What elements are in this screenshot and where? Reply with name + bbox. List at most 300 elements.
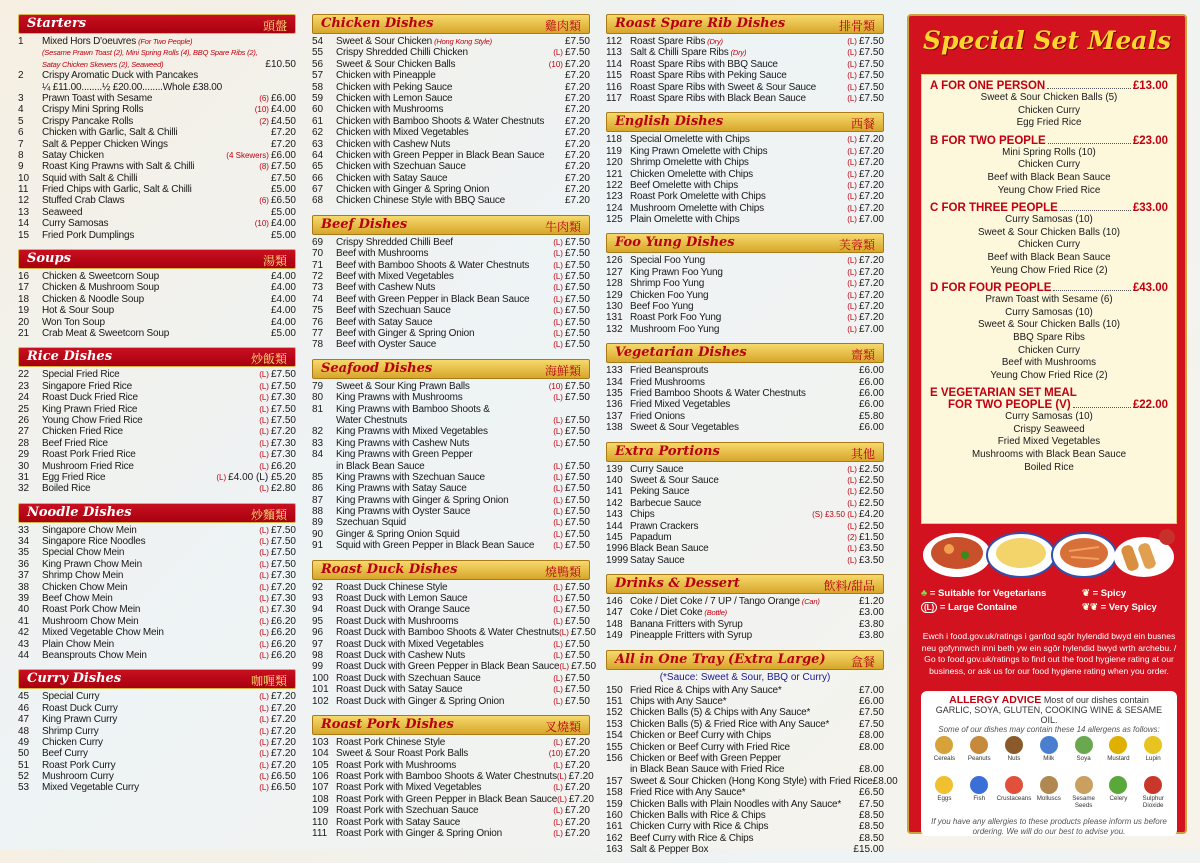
- size-label: (L): [847, 48, 857, 58]
- size-label: (L): [216, 472, 227, 482]
- item-price: £7.50: [564, 460, 590, 472]
- item-number: 1996: [606, 543, 629, 555]
- cereals-icon: [935, 736, 953, 754]
- item-price: £6.00: [858, 387, 884, 399]
- allergen-label: Fish: [973, 795, 986, 802]
- menu-item: [606, 810, 884, 821]
- item-name: Chicken Chinese Style with BBQ Sauce: [336, 195, 505, 207]
- item-name: Sweet & Sour Roast Pork Balls: [336, 748, 469, 760]
- item-name: Curry Sauce: [630, 463, 684, 475]
- size-label: (L): [259, 370, 269, 380]
- section-chinese-title: 炒飯類: [250, 352, 287, 367]
- item-number: 119: [606, 145, 622, 157]
- item-price: £7.30: [270, 392, 296, 404]
- item-price: £7.50: [564, 47, 590, 59]
- size-label: (L): [553, 582, 563, 592]
- item-number: 35: [18, 547, 30, 559]
- size-label: (L): [259, 639, 269, 649]
- item-name: Chicken Balls with Rice & Chips: [630, 809, 766, 821]
- item-name: Roast Pork with Mixed Vegetables: [336, 782, 482, 794]
- item-price: £7.50: [564, 259, 590, 271]
- menu-item: [606, 59, 884, 70]
- item-number: 7: [18, 138, 24, 150]
- item-name: Chicken & Mushroom Soup: [42, 282, 160, 294]
- menu-item: [312, 82, 590, 93]
- item-number: 74: [312, 293, 324, 305]
- allergen-label: Nuts: [1007, 755, 1021, 762]
- menu-item: [606, 707, 884, 718]
- menu-item: [312, 339, 590, 350]
- item-price: £6.20: [270, 638, 296, 650]
- item-name: Sweet & Sour Vegetables: [630, 422, 739, 434]
- milk-icon: [1040, 736, 1058, 754]
- item-number: 88: [312, 506, 324, 518]
- set-meal-item: Chicken Curry: [1017, 159, 1081, 171]
- item-price: £7.50: [564, 649, 590, 661]
- set-meal: [922, 135, 1176, 197]
- item-price: £7.50: [564, 593, 590, 605]
- item-price: £8.50: [858, 821, 884, 833]
- item-number: 52: [18, 771, 30, 783]
- size-label: (L): [559, 628, 569, 638]
- item-number: 107: [312, 782, 329, 794]
- item-price: £7.50: [270, 547, 296, 559]
- menu-item: [18, 703, 296, 714]
- item-name: Chicken Curry: [42, 736, 103, 748]
- item-name: Shrimp Chow Mein: [42, 570, 124, 582]
- menu-item: [312, 317, 590, 328]
- item-number: 57: [312, 70, 324, 82]
- menu-item: [18, 70, 296, 81]
- item-number: 97: [312, 638, 324, 650]
- item-number: 26: [18, 414, 30, 426]
- item-price: £7.50: [270, 380, 296, 392]
- allergen-label: Sulphur Dioxide: [1142, 795, 1164, 809]
- size-label: (L): [553, 272, 563, 282]
- hygiene-rating-note: Ewch i food.gov.uk/ratings i ganfod sgôr hylendid bwyd ein busnes neu gofynnwch inni beth yw ein sgôr hylendid bwyd wrth archebu. / Go to food.gov.uk/ratings to find out the food hygiene rating at our business, or ask us for our food hygiene rating when you order.: [921, 631, 1177, 676]
- item-price: £3.50: [858, 554, 884, 566]
- set-meal-item: Chicken Curry: [1017, 344, 1081, 356]
- item-price: £7.50: [564, 672, 590, 684]
- size-label: (L): [259, 594, 269, 604]
- item-price: £7.50: [270, 161, 296, 173]
- size-label: (L): [259, 749, 269, 759]
- set-meal-item: Prawn Toast with Sesame (6): [985, 294, 1113, 306]
- item-number: 5: [18, 115, 24, 127]
- size-label: (L): [553, 283, 563, 293]
- item-price: £7.20: [270, 736, 296, 748]
- size-label: (L): [559, 662, 570, 672]
- item-number: 149: [606, 630, 623, 642]
- item-number: 34: [18, 536, 30, 548]
- menu-item: [18, 161, 296, 172]
- menu-item: [606, 486, 884, 497]
- section-chinese-title: 齋類: [850, 348, 875, 363]
- section-vegetarian-dishes: [606, 343, 884, 433]
- size-label: (L): [553, 518, 563, 528]
- item-number: 17: [18, 282, 30, 294]
- item-name: Chicken with Satay Sauce: [336, 172, 448, 184]
- item-name: Roast Pork with Green Pepper in Black Bean Sauce: [336, 793, 558, 805]
- item-number: 62: [312, 127, 324, 139]
- item-name: Beef Curry with Rice & Chips: [630, 832, 754, 844]
- size-label: (L): [553, 650, 563, 660]
- set-meal-item: Yeung Chow Fried Rice (2): [990, 264, 1108, 276]
- item-name: King Prawns with Szechuan Sauce: [336, 471, 485, 483]
- item-price: £7.20: [564, 70, 590, 82]
- sulphur-dioxide-allergen: [1136, 776, 1171, 816]
- item-number: 162: [606, 832, 623, 844]
- size-label: (L): [847, 487, 857, 497]
- item-price: £3.00: [858, 607, 884, 619]
- item-price: £7.20: [564, 138, 590, 150]
- item-number: 126: [606, 255, 623, 267]
- item-name: Beef Chow Mein: [42, 593, 113, 605]
- menu-item: [606, 47, 884, 58]
- item-name: Szechuan Squid: [336, 517, 407, 529]
- menu-item: [606, 521, 884, 532]
- section-title: Curry Dishes: [27, 671, 122, 687]
- menu-item: [606, 203, 884, 214]
- item-number: 142: [606, 497, 623, 509]
- item-number: 134: [606, 376, 623, 388]
- menu-column-3: [606, 14, 898, 863]
- size-label: (L): [553, 495, 563, 505]
- item-number: 32: [18, 483, 30, 495]
- menu-item: [312, 415, 590, 426]
- item-price: £7.50: [270, 558, 296, 570]
- size-label: (10): [254, 105, 269, 115]
- menu-item: [606, 399, 884, 410]
- item-name: Black Bean Sauce: [630, 543, 709, 555]
- size-label: (L): [259, 404, 269, 414]
- menu-item: [606, 833, 884, 844]
- peanuts-allergen: [962, 736, 997, 776]
- menu-item: [606, 301, 884, 312]
- menu-item: [18, 593, 296, 604]
- item-price: £7.20: [270, 714, 296, 726]
- menu-item: [312, 604, 590, 615]
- size-label: (L): [553, 48, 563, 58]
- item-number: 154: [606, 730, 623, 742]
- item-number: 11: [18, 184, 29, 196]
- set-meal-title: C FOR THREE PEOPLE £33.00: [930, 202, 1168, 215]
- item-name: Chicken with Garlic, Salt & Chilli: [42, 127, 178, 139]
- section-drinks-dessert: [606, 574, 884, 642]
- menu-item: [606, 464, 884, 475]
- menu-item: [312, 328, 590, 339]
- section-noodle-dishes: [18, 503, 296, 662]
- size-label: (2): [847, 532, 857, 542]
- item-price: £4.00: [270, 104, 296, 116]
- menu-item: [312, 650, 590, 661]
- menu-item: [18, 737, 296, 748]
- item-number: 42: [18, 627, 30, 639]
- molluscs-allergen: [1031, 776, 1066, 816]
- item-name: Chicken with Bamboo Shoots & Water Chestnuts: [336, 115, 545, 127]
- item-number: 28: [18, 437, 30, 449]
- set-meal-item: Beef with Black Bean Sauce: [987, 171, 1111, 183]
- section-header: [606, 442, 884, 462]
- item-price: £7.20: [858, 266, 884, 278]
- item-number: 117: [606, 92, 622, 104]
- menu-item: [312, 195, 590, 206]
- item-name: Roast Duck with Ginger & Spring Onion: [336, 695, 505, 707]
- section-title: Vegetarian Dishes: [615, 345, 747, 361]
- set-meal: [922, 80, 1176, 130]
- item-name: Chicken with Mixed Vegetables: [336, 127, 469, 139]
- menu-item: [18, 438, 296, 449]
- menu-item: [606, 498, 884, 509]
- menu-item: [606, 742, 884, 753]
- item-price: £7.20: [858, 301, 884, 313]
- item-number: 127: [606, 266, 623, 278]
- menu-item: [606, 324, 884, 335]
- dish-photos: [919, 521, 1179, 581]
- item-name: Seaweed: [42, 206, 83, 218]
- item-price: £7.50: [564, 604, 590, 616]
- item-number: 85: [312, 471, 324, 483]
- menu-item: [606, 411, 884, 422]
- item-number: 58: [312, 81, 324, 93]
- item-name: Water Chestnuts: [336, 414, 408, 426]
- menu-item: [606, 844, 884, 855]
- size-label: (L): [847, 267, 857, 277]
- section-header: [606, 343, 884, 363]
- size-label: (L): [553, 438, 563, 448]
- section-header: [606, 14, 884, 34]
- item-name: Special Omelette with Chips: [630, 134, 750, 146]
- item-price: £7.00: [858, 323, 884, 335]
- section-header: [606, 112, 884, 132]
- set-meal-item: Curry Samosas (10): [1005, 306, 1093, 318]
- size-label: (2): [259, 116, 269, 126]
- menu-item: [18, 116, 296, 127]
- size-label: (L): [259, 450, 269, 460]
- menu-item: [18, 726, 296, 737]
- item-number: 3: [18, 92, 24, 104]
- item-name: King Prawn Foo Yung: [630, 266, 723, 278]
- item-name: Satay Chicken: [42, 149, 104, 161]
- size-label: (L): [259, 605, 269, 615]
- size-label: (L): [553, 472, 563, 482]
- size-label: (L): [259, 582, 269, 592]
- item-name: Beef with Bamboo Shoots & Water Chestnuts: [336, 259, 530, 271]
- set-meal-item: Sweet & Sour Chicken Balls (5): [980, 92, 1118, 103]
- menu-item: [606, 753, 884, 764]
- size-label: (L): [847, 135, 857, 145]
- menu-item: [606, 93, 884, 104]
- section-header: [18, 249, 296, 269]
- item-price: £7.50: [858, 58, 884, 70]
- item-price: £5.00: [270, 229, 296, 241]
- item-price: £7.20: [564, 759, 590, 771]
- item-name: Roast Pork Fried Rice: [42, 449, 136, 461]
- item-number: 99: [312, 661, 324, 673]
- menu-item: [312, 506, 590, 517]
- set-meal-title: B FOR TWO PEOPLE £23.00: [930, 134, 1168, 147]
- section-chinese-title: 西餐: [850, 117, 875, 132]
- item-name: Roast Duck with Szechuan Sauce: [336, 672, 481, 684]
- menu-item: [312, 150, 590, 161]
- item-price: £10.50: [265, 58, 296, 70]
- item-price: £8.00: [872, 775, 898, 787]
- item-name: Chicken Balls (5) & Fried Rice with Any Sauce*: [630, 718, 830, 730]
- menu-item: [312, 627, 596, 639]
- menu-item: [18, 195, 296, 206]
- item-name: Roast Pork with Mushrooms: [336, 759, 457, 771]
- menu-item: [18, 271, 296, 282]
- size-label: (L): [259, 393, 269, 403]
- section-header: [606, 650, 884, 670]
- allergen-label: Cereals: [933, 755, 956, 762]
- item-price: £7.50: [270, 369, 296, 381]
- size-label: (L): [553, 616, 563, 626]
- item-price: £4.50: [270, 115, 296, 127]
- item-price: £7.50: [564, 380, 590, 392]
- allergen-label: Eggs: [937, 795, 952, 802]
- item-name: Chips: [630, 509, 655, 521]
- item-number: 114: [606, 58, 622, 70]
- item-number: 33: [18, 524, 30, 536]
- item-name: King Prawns with Mushrooms: [336, 392, 463, 404]
- item-number: 93: [312, 593, 324, 605]
- crustaceans-icon: [1005, 776, 1023, 794]
- size-label: (L): [553, 317, 563, 327]
- section-english-dishes: [606, 112, 884, 225]
- item-name: Chicken with Mushrooms: [336, 104, 444, 116]
- item-name: King Prawns with Bamboo Shoots &: [336, 403, 490, 415]
- item-number: 144: [606, 520, 623, 532]
- item-number: 43: [18, 638, 30, 650]
- item-number: 1999: [606, 554, 629, 566]
- section-soups: [18, 249, 296, 339]
- item-number: 80: [312, 392, 324, 404]
- size-label: (L): [553, 393, 563, 403]
- item-name: Peking Sauce: [630, 486, 690, 498]
- size-label: (L): [553, 639, 563, 649]
- size-label: (L): [847, 290, 857, 300]
- item-name: Singapore Rice Noodles: [42, 536, 146, 548]
- item-name: King Prawns with Cashew Nuts: [336, 437, 470, 449]
- item-price: £7.20: [568, 771, 594, 783]
- item-name: Sweet & Sour King Prawn Balls: [336, 380, 470, 392]
- allergen-label: Soya: [1076, 755, 1091, 762]
- menu-item: [606, 596, 884, 607]
- size-label: (L): [553, 340, 563, 350]
- item-number: 81: [312, 403, 324, 415]
- item-name: Chicken with Pineapple: [336, 70, 436, 82]
- menu-item: [606, 685, 884, 696]
- item-price: £7.50: [858, 70, 884, 82]
- item-price: £7.50: [858, 47, 884, 59]
- set-meal-item: Mushrooms with Black Bean Sauce: [971, 449, 1127, 461]
- item-price: £7.20: [858, 278, 884, 290]
- section-title: All in One Tray (Extra Large): [615, 651, 826, 667]
- menu-item: [312, 696, 590, 707]
- item-price: £4.00: [270, 316, 296, 328]
- item-price: £6.20: [270, 460, 296, 472]
- item-number: 55: [312, 47, 324, 59]
- section-chinese-title: 排骨類: [838, 19, 875, 33]
- item-name: Chicken or Beef Curry with Fried Rice: [630, 741, 790, 753]
- item-number: 21: [18, 327, 30, 339]
- menu-item: [606, 191, 884, 202]
- item-name: Salt & Pepper Box: [630, 844, 709, 856]
- section-header: [18, 503, 296, 523]
- item-number: 36: [18, 558, 30, 570]
- item-number: 68: [312, 195, 324, 207]
- size-label: (L): [259, 783, 269, 793]
- item-price: £7.50: [270, 403, 296, 415]
- item-name: Roast Duck Curry: [42, 702, 118, 714]
- size-label: (L): [847, 180, 857, 190]
- item-name: Roast King Prawns with Salt & Chilli: [42, 161, 195, 173]
- item-note: (Dry): [707, 37, 723, 46]
- section-chinese-title: 芙蓉類: [838, 238, 875, 253]
- item-number: 86: [312, 483, 324, 495]
- item-price: £7.50: [858, 707, 884, 719]
- item-price: £5.00: [270, 184, 296, 196]
- item-price: £7.50: [858, 798, 884, 810]
- size-label: (10): [548, 749, 563, 759]
- section-roast-pork-dishes: [312, 715, 594, 840]
- item-price: £7.20: [564, 195, 590, 207]
- section-rice-dishes: [18, 347, 296, 494]
- item-name: Roast Pork Curry: [42, 759, 116, 771]
- menu-item: [312, 817, 590, 828]
- item-price: £7.50: [564, 437, 590, 449]
- item-price: £6.00: [858, 376, 884, 388]
- section-chinese-title: 牛肉類: [544, 219, 581, 234]
- size-label: (L): [259, 571, 269, 581]
- size-label: (L): [259, 692, 269, 702]
- molluscs-icon: [1040, 776, 1058, 794]
- size-label: (L): [553, 685, 563, 695]
- item-name: Roast Spare Ribs (Dry): [630, 36, 723, 47]
- item-price: £4.00: [270, 282, 296, 294]
- item-price: £7.00: [858, 684, 884, 696]
- section-chinese-title: 海鮮類: [544, 363, 581, 378]
- item-name: Sweet & Sour Chicken (Hong Kong Style) with Fried Rice: [630, 775, 873, 787]
- size-label: (6): [259, 196, 269, 206]
- size-label: (L): [553, 673, 563, 683]
- item-name: Beef with Satay Sauce: [336, 316, 433, 328]
- item-name: Satay Sauce: [630, 554, 685, 566]
- item-number: 2: [18, 70, 24, 82]
- item-name: Chicken & Sweetcorn Soup: [42, 271, 159, 283]
- item-number: 130: [606, 301, 623, 313]
- item-number: 54: [312, 36, 324, 47]
- item-price: £6.20: [270, 627, 296, 639]
- item-price: £7.20: [858, 179, 884, 191]
- set-meal-title: FOR TWO PEOPLE (V) £22.00: [948, 399, 1168, 412]
- allergen-label: Milk: [1043, 755, 1055, 762]
- menu-item: [18, 36, 296, 47]
- item-number: 60: [312, 104, 324, 116]
- menu-item: [606, 555, 884, 566]
- item-price: £7.20: [564, 816, 590, 828]
- item-price: £7.50: [564, 517, 590, 529]
- menu-item: [18, 47, 296, 58]
- set-meal-price: £33.00: [1132, 202, 1168, 215]
- item-price: £7.50: [564, 615, 590, 627]
- section-beef-dishes: [312, 215, 590, 351]
- item-price: £7.30: [270, 449, 296, 461]
- item-price: £7.20: [270, 759, 296, 771]
- set-meal-title: D FOR FOUR PEOPLE £43.00: [930, 282, 1168, 295]
- item-name: Mushroom Fried Rice: [42, 460, 134, 472]
